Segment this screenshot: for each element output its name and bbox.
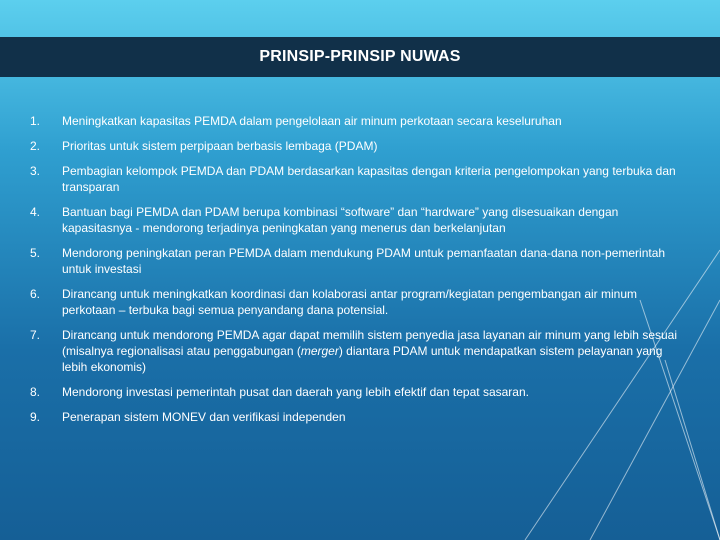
item-number: 1. [30,114,41,128]
item-number: 6. [30,287,41,301]
list-item [30,245,685,277]
item-text-italic: merger [300,344,339,358]
list-item [30,327,685,375]
list-item [30,138,685,154]
item-text: Meningkatkan kapasitas PEMDA dalam pengelolaan air minum perkotaan secara keseluruhan [62,114,562,128]
item-text-part: Dirancang untuk mendorong PEMDA agar dapat memilih sistem penyedia jasa layanan air minum yang lebih sesuai (misalnya regionalisasi atau penggabungan ( [62,328,677,358]
item-text-part: ) diantara PDAM untuk mendapatkan sistem pelayanan yang lebih ekonomis) [62,344,663,374]
list-item [30,113,685,129]
item-text: Dirancang untuk meningkatkan koordinasi dan kolaborasi antar program/kegiatan pengembangan air minum perkotaan – terbuka bagi semua penyandang dana potensial. [62,287,638,317]
item-number: 8. [30,385,41,399]
item-number: 5. [30,246,41,260]
item-number: 4. [30,205,41,219]
list-item [30,286,685,318]
principles-list [30,113,685,434]
list-item [30,163,685,195]
item-number: 3. [30,164,41,178]
item-text: Prioritas untuk sistem perpipaan berbasis lembaga (PDAM) [62,139,378,153]
item-text [62,327,685,375]
title-bar [0,37,720,77]
item-number: 7. [30,328,41,342]
item-text: Mendorong investasi pemerintah pusat dan daerah yang lebih efektif dan tepat sasaran. [62,385,529,399]
item-number: 2. [30,139,41,153]
item-text: Pembagian kelompok PEMDA dan PDAM berdasarkan kapasitas dengan kriteria pengelompokan yang terbuka dan transparan [62,164,676,194]
item-number: 9. [30,410,41,424]
list-item [30,409,685,425]
slide-title: PRINSIP-PRINSIP NUWAS [259,48,461,65]
list-item [30,204,685,236]
item-text: Mendorong peningkatan peran PEMDA dalam mendukung PDAM untuk pemanfaatan dana-dana non-pemerintah untuk investasi [62,246,666,276]
item-text: Bantuan bagi PEMDA dan PDAM berupa kombinasi “software” dan “hardware” yang disesuaikan dengan kapasitasnya - mendorong terjadinya peningkatan yang menerus dan berkelanjutan [62,205,619,235]
item-text: Penerapan sistem MONEV dan verifikasi independen [62,410,346,424]
list-item [30,384,685,400]
